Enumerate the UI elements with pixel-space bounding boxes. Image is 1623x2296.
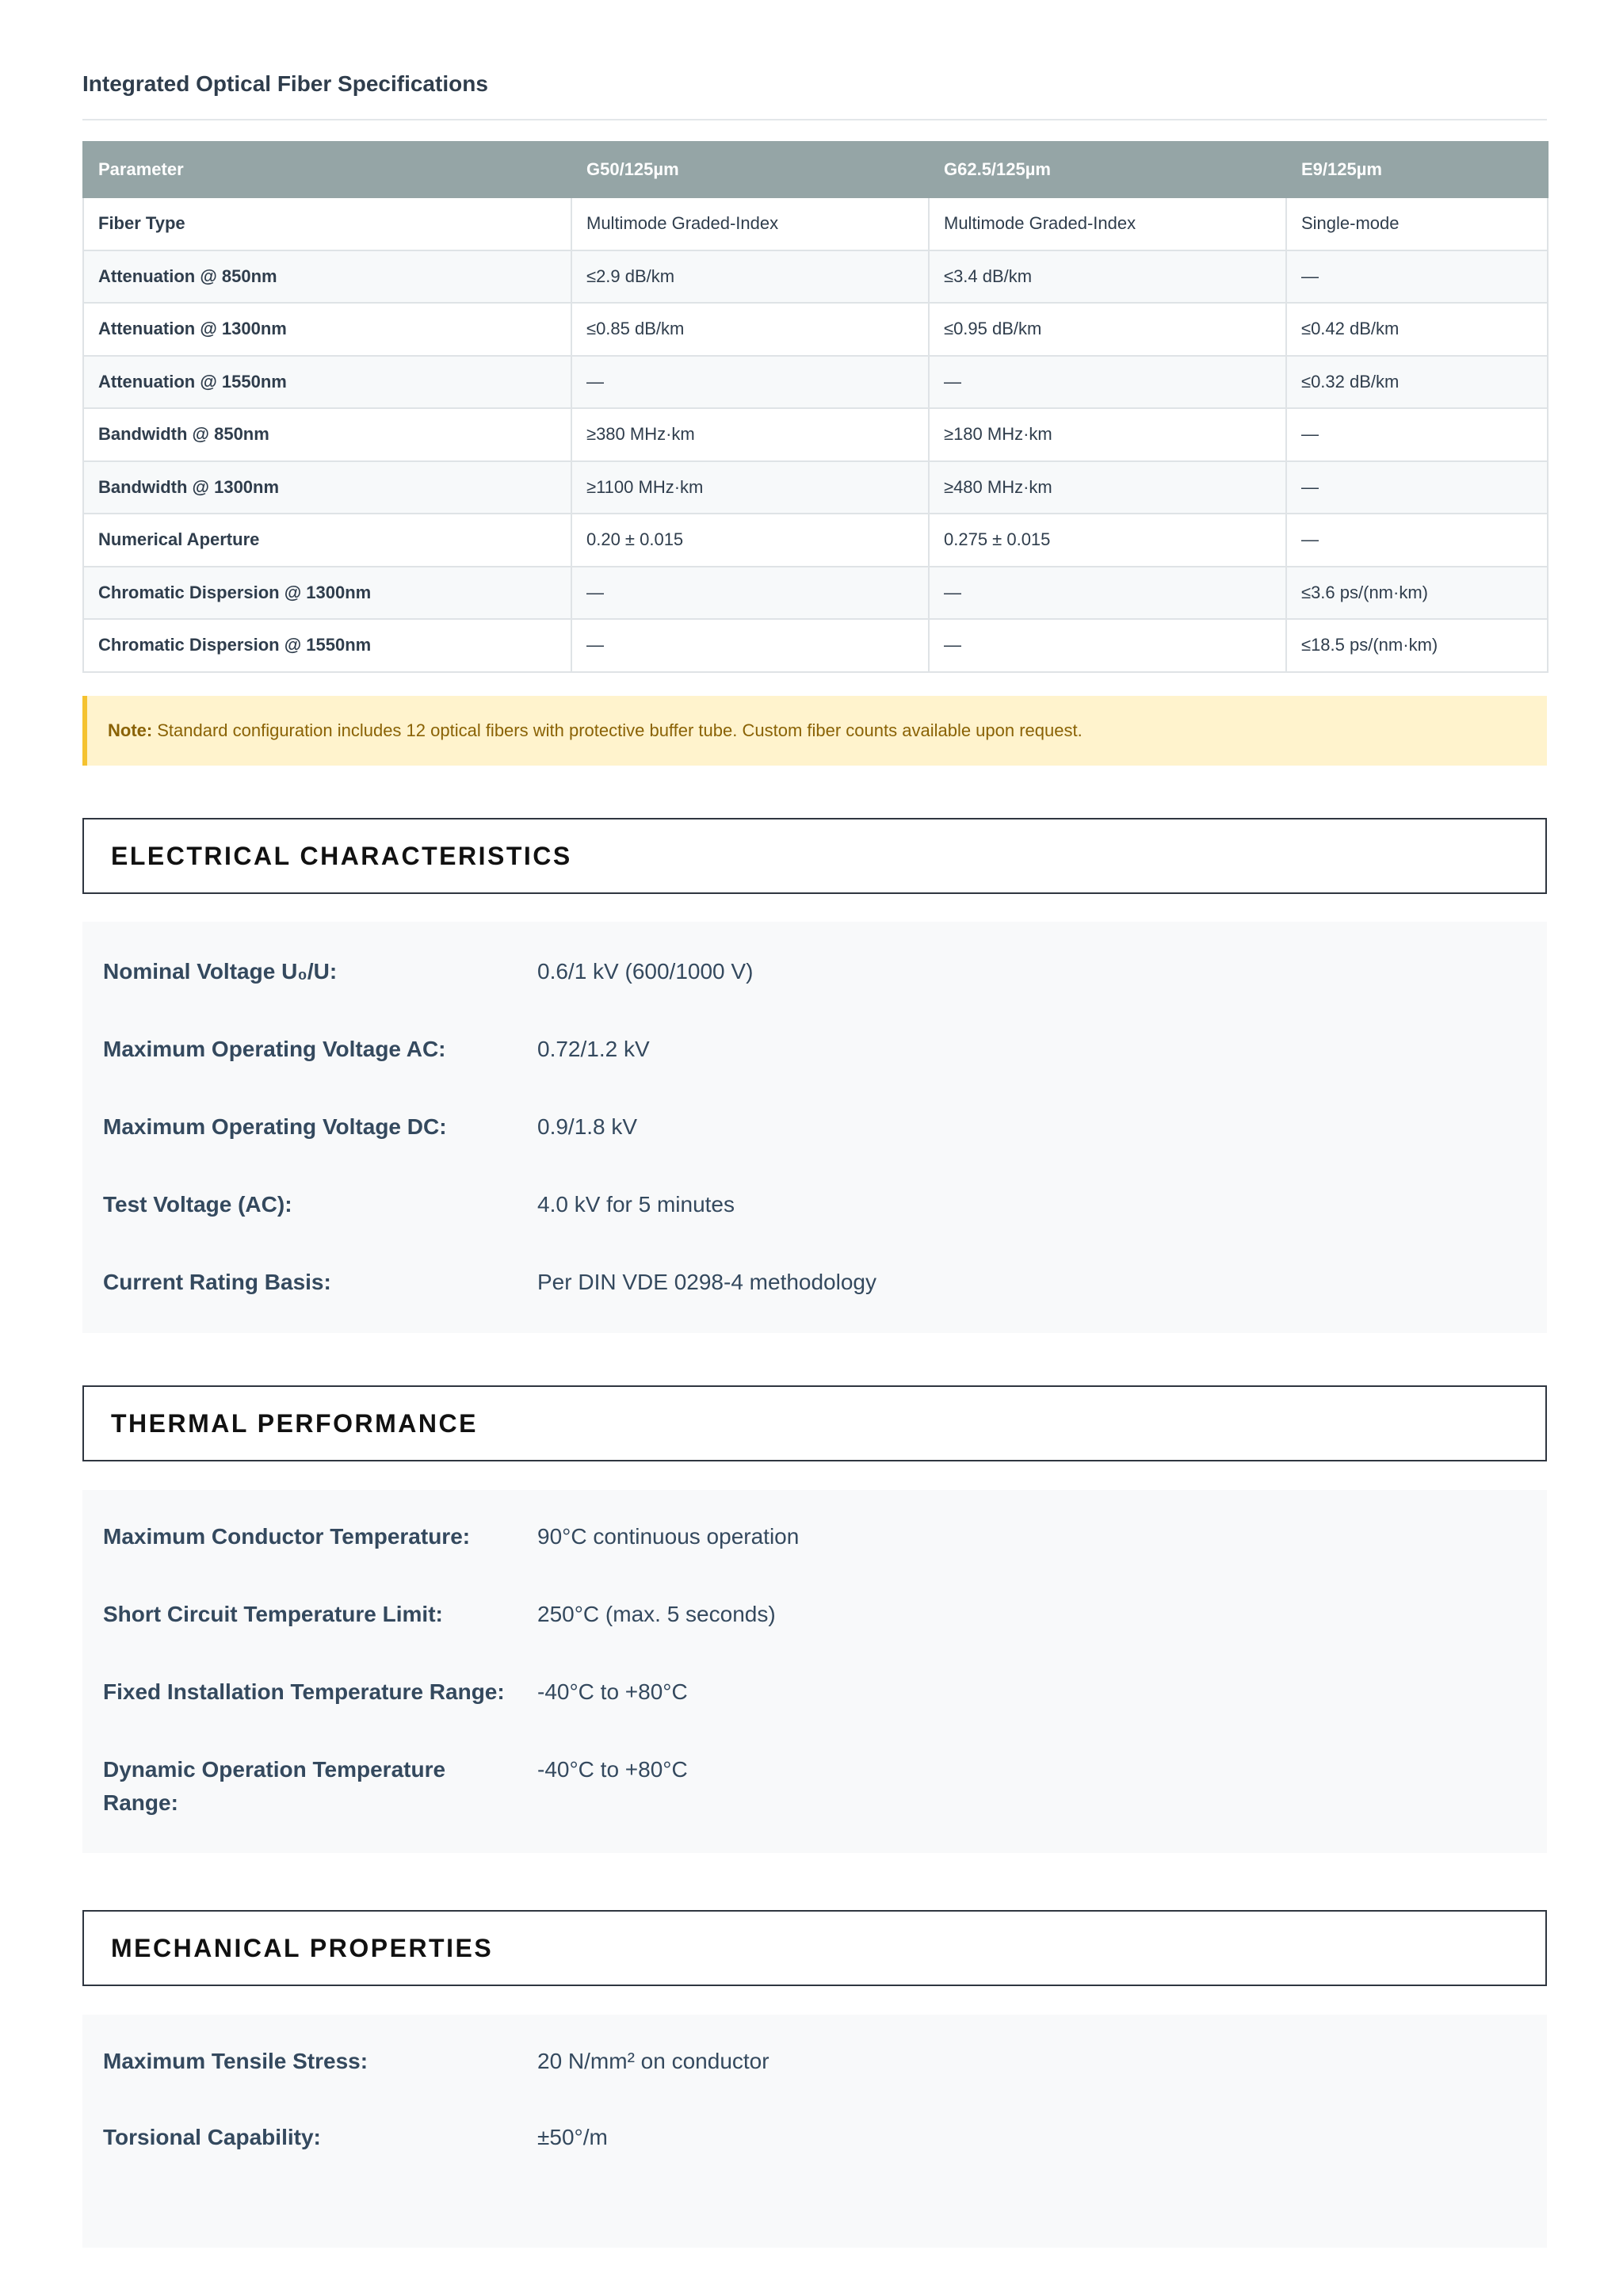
spec-value: 0.9/1.8 kV — [537, 1114, 638, 1139]
spec-label: Nominal Voltage U₀/U: — [103, 959, 338, 984]
table-row — [83, 408, 1548, 461]
value-cell: — — [929, 567, 1286, 620]
value-cell: ≤2.9 dB/km — [571, 250, 929, 304]
spec-label: Dynamic Operation Temperature Range: — [103, 1757, 446, 1815]
value-cell: 0.275 ± 0.015 — [929, 514, 1286, 567]
value-cell: Single-mode — [1286, 197, 1548, 250]
table-row — [83, 197, 1548, 250]
spec-value: 90°C continuous operation — [537, 1524, 800, 1549]
spec-row — [103, 1520, 1526, 1553]
spec-label: Current Rating Basis: — [103, 1270, 331, 1294]
spec-row — [103, 1033, 1526, 1066]
table-row — [83, 567, 1548, 620]
value-cell: ≥180 MHz·km — [929, 408, 1286, 461]
spec-value: 20 N/mm² on conductor — [537, 2049, 769, 2073]
table-row — [83, 461, 1548, 514]
spec-row — [103, 2045, 1526, 2078]
param-cell: Fiber Type — [83, 197, 571, 250]
spec-label: Maximum Operating Voltage DC: — [103, 1114, 447, 1139]
spec-row — [103, 1188, 1526, 1221]
value-cell: 0.20 ± 0.015 — [571, 514, 929, 567]
spec-value: -40°C to +80°C — [537, 1757, 688, 1782]
note-label: Note: — [108, 720, 153, 740]
spec-label: Test Voltage (AC): — [103, 1192, 292, 1217]
mechanical-spec-panel — [82, 2015, 1547, 2248]
spec-row — [103, 955, 1526, 988]
value-cell: — — [1286, 408, 1548, 461]
value-cell: — — [571, 567, 929, 620]
table-row — [83, 619, 1548, 672]
spec-value: 0.72/1.2 kV — [537, 1037, 650, 1061]
spec-row — [103, 1598, 1526, 1631]
value-cell: ≤0.95 dB/km — [929, 303, 1286, 356]
spec-row — [103, 1266, 1526, 1299]
title-divider — [82, 119, 1547, 120]
value-cell: ≥380 MHz·km — [571, 408, 929, 461]
table-header-row — [83, 142, 1548, 197]
electrical-spec-panel — [82, 922, 1547, 1333]
table-row — [83, 303, 1548, 356]
section-header-thermal: THERMAL PERFORMANCE — [82, 1385, 1547, 1461]
value-cell: ≤3.4 dB/km — [929, 250, 1286, 304]
value-cell: ≤18.5 ps/(nm·km) — [1286, 619, 1548, 672]
spec-value: 0.6/1 kV (600/1000 V) — [537, 959, 754, 984]
table-row — [83, 250, 1548, 304]
spec-row — [103, 1675, 1526, 1709]
value-cell: — — [929, 356, 1286, 409]
spec-row — [103, 2121, 1526, 2154]
table-row — [83, 356, 1548, 409]
param-cell: Bandwidth @ 1300nm — [83, 461, 571, 514]
value-cell: Multimode Graded-Index — [929, 197, 1286, 250]
value-cell: — — [571, 619, 929, 672]
column-header-g62: G62.5/125µm — [929, 142, 1286, 197]
note-text: Standard configuration includes 12 optical fibers with protective buffer tube. Custom fiber counts available upon request. — [157, 720, 1083, 740]
section-header-mechanical: MECHANICAL PROPERTIES — [82, 1910, 1547, 1986]
value-cell: — — [1286, 250, 1548, 304]
param-cell: Attenuation @ 850nm — [83, 250, 571, 304]
note-box — [82, 696, 1547, 766]
table-row — [83, 514, 1548, 567]
column-header-parameter: Parameter — [83, 142, 571, 197]
value-cell: ≤0.32 dB/km — [1286, 356, 1548, 409]
spec-label: Maximum Conductor Temperature: — [103, 1524, 471, 1549]
value-cell: — — [1286, 514, 1548, 567]
spec-label: Maximum Tensile Stress: — [103, 2049, 369, 2073]
value-cell: ≤0.42 dB/km — [1286, 303, 1548, 356]
spec-value: -40°C to +80°C — [537, 1679, 688, 1704]
spec-value: 250°C (max. 5 seconds) — [537, 1602, 776, 1626]
value-cell: — — [571, 356, 929, 409]
param-cell: Chromatic Dispersion @ 1550nm — [83, 619, 571, 672]
value-cell: — — [1286, 461, 1548, 514]
value-cell: ≥480 MHz·km — [929, 461, 1286, 514]
thermal-spec-panel — [82, 1490, 1547, 1853]
column-header-e9: E9/125µm — [1286, 142, 1548, 197]
spec-value: Per DIN VDE 0298-4 methodology — [537, 1270, 876, 1294]
value-cell: ≤0.85 dB/km — [571, 303, 929, 356]
param-cell: Bandwidth @ 850nm — [83, 408, 571, 461]
param-cell: Attenuation @ 1550nm — [83, 356, 571, 409]
fiber-spec-table — [82, 141, 1549, 673]
spec-label: Torsional Capability: — [103, 2125, 321, 2149]
spec-value: ±50°/m — [537, 2125, 608, 2149]
value-cell: ≤3.6 ps/(nm·km) — [1286, 567, 1548, 620]
fiber-spec-title: Integrated Optical Fiber Specifications — [82, 71, 488, 96]
param-cell: Attenuation @ 1300nm — [83, 303, 571, 356]
section-header-electrical: ELECTRICAL CHARACTERISTICS — [82, 818, 1547, 894]
value-cell: ≥1100 MHz·km — [571, 461, 929, 514]
param-cell: Numerical Aperture — [83, 514, 571, 567]
spec-row — [103, 1110, 1526, 1144]
value-cell: — — [929, 619, 1286, 672]
spec-value: 4.0 kV for 5 minutes — [537, 1192, 735, 1217]
spec-label: Short Circuit Temperature Limit: — [103, 1602, 443, 1626]
spec-label: Maximum Operating Voltage AC: — [103, 1037, 446, 1061]
spec-row — [103, 1753, 1526, 1820]
column-header-g50: G50/125µm — [571, 142, 929, 197]
spec-label: Fixed Installation Temperature Range: — [103, 1679, 505, 1704]
param-cell: Chromatic Dispersion @ 1300nm — [83, 567, 571, 620]
value-cell: Multimode Graded-Index — [571, 197, 929, 250]
